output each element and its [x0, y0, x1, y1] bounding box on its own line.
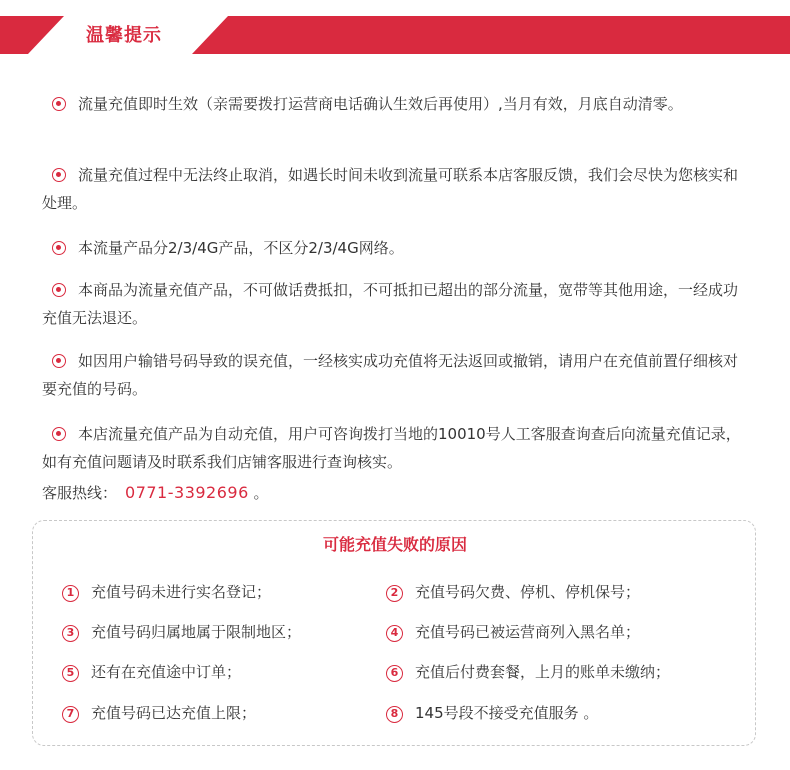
notice-item [42, 161, 742, 217]
number-circle-icon: 6 [386, 665, 403, 682]
reason-item [386, 580, 640, 604]
notice-item [42, 90, 742, 118]
notice-text: 本商品为流量充值产品，不可做话费抵扣，不可抵扣已超出的部分流量，宽带等其他用途，一经成功充值无法退还。 [42, 281, 739, 327]
bullet-icon [52, 354, 66, 368]
number-circle-icon: 2 [386, 585, 403, 602]
reason-text: 充值后付费套餐，上月的账单未缴纳； [415, 663, 671, 681]
notice-text: 流量充值过程中无法终止取消，如遇长时间未收到流量可联系本店客服反馈，我们会尽快为您核实和处理。 [42, 166, 739, 212]
reason-item [386, 701, 598, 725]
bullet-icon [52, 427, 66, 441]
customer-service-hotline [42, 479, 269, 507]
reason-text: 充值号码已达充值上限； [91, 704, 257, 722]
reason-text: 还有在充值途中订单； [91, 663, 242, 681]
number-circle-icon: 7 [62, 706, 79, 723]
page-title: 温馨提示 [86, 25, 162, 46]
reason-text: 充值号码欠费、停机、停机保号； [415, 583, 641, 601]
number-circle-icon: 3 [62, 625, 79, 642]
hotline-label: 客服热线： [42, 484, 118, 502]
failure-reasons-title: 可能充值失败的原因 [322, 535, 467, 554]
bullet-icon [52, 241, 66, 255]
number-circle-icon: 1 [62, 585, 79, 602]
reason-item [62, 701, 256, 725]
hotline-number[interactable]: 0771-3392696 [125, 483, 249, 502]
bullet-icon [52, 283, 66, 297]
reason-text: 充值号码未进行实名登记； [91, 583, 272, 601]
reason-item [386, 660, 670, 684]
reason-text: 145号段不接受充值服务 。 [415, 704, 599, 722]
reason-item [62, 620, 301, 644]
notice-item [42, 234, 742, 262]
hotline-suffix: 。 [253, 484, 269, 502]
bullet-icon [52, 168, 66, 182]
reason-text: 充值号码归属地属于限制地区； [91, 623, 302, 641]
number-circle-icon: 4 [386, 625, 403, 642]
notice-item [42, 420, 742, 476]
number-circle-icon: 5 [62, 665, 79, 682]
notice-text: 本流量产品分2/3/4G产品，不区分2/3/4G网络。 [78, 239, 404, 257]
notice-text: 本店流量充值产品为自动充值，用户可咨询拨打当地的10010号人工客服查询查后向流量充值记录，如有充值问题请及时联系我们店铺客服进行查询核实。 [42, 425, 741, 471]
notice-text: 流量充值即时生效（亲需要拨打运营商电话确认生效后再使用）,当月有效，月底自动清零。 [78, 95, 683, 113]
notice-text: 如因用户输错号码导致的误充值，一经核实成功充值将无法返回或撤销，请用户在充值前置仔细核对要充值的号码。 [42, 352, 739, 398]
reason-item [62, 580, 271, 604]
notice-item [42, 276, 742, 332]
reason-item [386, 620, 640, 644]
notice-item [42, 347, 742, 403]
bullet-icon [52, 97, 66, 111]
reason-text: 充值号码已被运营商列入黑名单； [415, 623, 641, 641]
number-circle-icon: 8 [386, 706, 403, 723]
reason-item [62, 660, 241, 684]
